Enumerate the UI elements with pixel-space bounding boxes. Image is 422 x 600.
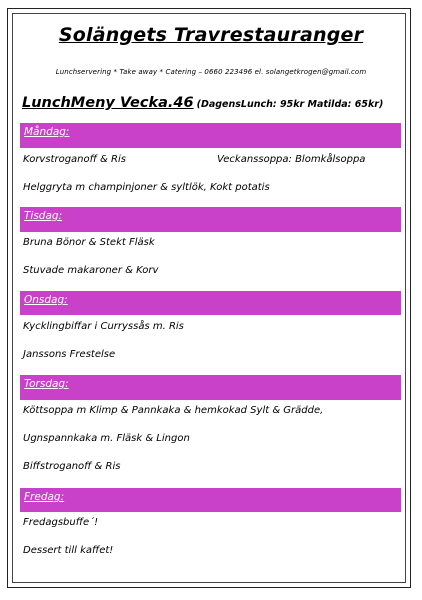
day-bar-onsdag — [20, 291, 401, 315]
menu-header — [22, 92, 383, 111]
soup-of-week: Veckanssoppa: Blomkålsoppa — [217, 154, 366, 165]
menu-item-mandag-2: Helggryta m champinjoner & syltlök, Kokt potatis — [23, 182, 270, 193]
day-bar-torsdag — [20, 375, 401, 400]
contact-line: Lunchservering * Take away * Catering – 0660 223496 el. solangetkrogen@gmail.com — [55, 68, 367, 76]
menu-item-onsdag-2: Janssons Frestelse — [23, 349, 116, 360]
menu-item-tisdag-1: Bruna Bönor & Stekt Fläsk — [23, 237, 155, 248]
menu-item-fredag-2: Dessert till kaffet! — [23, 545, 114, 556]
menu-week-heading: LunchMeny Vecka.46 — [22, 95, 194, 111]
menu-prices: (DagensLunch: 95kr Matilda: 65kr) — [196, 99, 384, 110]
menu-item-fredag-1: Fredagsbuffe´! — [23, 517, 99, 528]
menu-item-onsdag-1: Kycklingbiffar i Curryssås m. Ris — [23, 321, 184, 332]
restaurant-title: Solängets Travrestauranger — [58, 24, 364, 46]
day-bar-tisdag — [20, 207, 401, 232]
day-label-tisdag: Tisdag: — [24, 210, 63, 222]
menu-item-torsdag-2: Ugnspannkaka m. Fläsk & Lingon — [23, 433, 190, 444]
day-bar-mandag — [20, 123, 401, 148]
day-label-onsdag: Onsdag: — [24, 294, 68, 306]
day-label-mandag: Måndag: — [24, 126, 70, 138]
menu-item-torsdag-3: Biffstroganoff & Ris — [23, 461, 121, 472]
menu-item-mandag-1: Korvstroganoff & Ris — [23, 154, 126, 165]
day-bar-fredag — [20, 488, 401, 512]
menu-item-tisdag-2: Stuvade makaroner & Korv — [23, 265, 159, 276]
day-label-torsdag: Torsdag: — [24, 378, 69, 390]
menu-item-torsdag-1: Köttsoppa m Klimp & Pannkaka & hemkokad Sylt & Grädde, — [23, 405, 324, 416]
day-label-fredag: Fredag: — [24, 491, 65, 503]
